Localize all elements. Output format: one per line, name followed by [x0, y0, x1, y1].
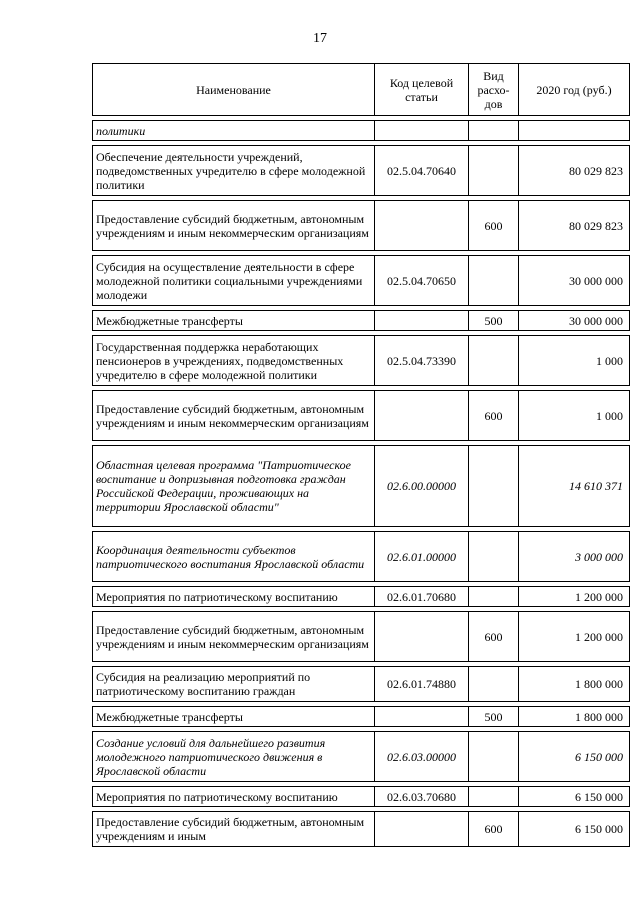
cell-name: Предоставление субсидий бюджетным, автономным учреждениям и иным некоммерческим организациям: [93, 612, 375, 662]
cell-type: 600: [469, 391, 519, 441]
cell-name: Межбюджетные трансферты: [93, 707, 375, 727]
cell-amount: 30 000 000: [519, 311, 630, 331]
cell-type: [469, 667, 519, 702]
cell-amount: 1 200 000: [519, 587, 630, 607]
cell-code: [375, 707, 469, 727]
cell-code: 02.6.03.70680: [375, 787, 469, 807]
table-row: [93, 391, 630, 441]
table-row: [93, 667, 630, 702]
cell-type: 600: [469, 812, 519, 847]
table-row: [93, 336, 630, 386]
table-row: [93, 121, 630, 141]
cell-name: Предоставление субсидий бюджетным, автономным учреждениям и иным некоммерческим организациям: [93, 391, 375, 441]
cell-type: 600: [469, 201, 519, 251]
table-row: [93, 587, 630, 607]
cell-type: 500: [469, 311, 519, 331]
table-row: [93, 311, 630, 331]
cell-type: [469, 146, 519, 196]
column-header-type: Вид расхо-дов: [469, 64, 519, 116]
cell-code: [375, 121, 469, 141]
cell-type: [469, 256, 519, 306]
cell-code: [375, 612, 469, 662]
budget-table: [92, 63, 630, 847]
cell-amount: 80 029 823: [519, 146, 630, 196]
cell-amount: 6 150 000: [519, 812, 630, 847]
table-row: [93, 707, 630, 727]
cell-amount: 1 000: [519, 336, 630, 386]
page-number: 17: [313, 31, 327, 46]
cell-name: Координация деятельности субъектов патриотического воспитания Ярославской области: [93, 532, 375, 582]
cell-name: Обеспечение деятельности учреждений, подведомственных учредителю в сфере молодежной политики: [93, 146, 375, 196]
table-header-row: [93, 64, 630, 116]
cell-name: Областная целевая программа "Патриотическое воспитание и допризывная подготовка граждан Российской Федерации, проживающих на территории Ярославской области": [93, 446, 375, 527]
cell-amount: 14 610 371: [519, 446, 630, 527]
cell-amount: 6 150 000: [519, 732, 630, 782]
cell-amount: 30 000 000: [519, 256, 630, 306]
cell-type: [469, 532, 519, 582]
cell-amount: 80 029 823: [519, 201, 630, 251]
cell-type: [469, 787, 519, 807]
table-row: [93, 446, 630, 527]
cell-name: Межбюджетные трансферты: [93, 311, 375, 331]
cell-type: [469, 121, 519, 141]
table-row: [93, 612, 630, 662]
table-row: [93, 812, 630, 847]
cell-name: Мероприятия по патриотическому воспитанию: [93, 787, 375, 807]
cell-name: Мероприятия по патриотическому воспитанию: [93, 587, 375, 607]
table-row: [93, 146, 630, 196]
cell-code: 02.6.00.00000: [375, 446, 469, 527]
table-row: [93, 732, 630, 782]
cell-amount: [519, 121, 630, 141]
table-row: [93, 256, 630, 306]
cell-amount: 1 800 000: [519, 707, 630, 727]
cell-code: [375, 391, 469, 441]
cell-code: 02.6.01.00000: [375, 532, 469, 582]
cell-type: 500: [469, 707, 519, 727]
cell-name: Предоставление субсидий бюджетным, автономным учреждениям и иным: [93, 812, 375, 847]
cell-code: 02.5.04.70640: [375, 146, 469, 196]
cell-amount: 1 000: [519, 391, 630, 441]
cell-name: политики: [93, 121, 375, 141]
cell-amount: 1 800 000: [519, 667, 630, 702]
cell-type: [469, 587, 519, 607]
cell-amount: 1 200 000: [519, 612, 630, 662]
cell-code: [375, 311, 469, 331]
cell-name: Субсидия на осуществление деятельности в сфере молодежной политики социальными учреждениями молодежи: [93, 256, 375, 306]
cell-name: Предоставление субсидий бюджетным, автономным учреждениям и иным некоммерческим организациям: [93, 201, 375, 251]
cell-code: 02.6.01.70680: [375, 587, 469, 607]
cell-amount: 3 000 000: [519, 532, 630, 582]
table-row: [93, 787, 630, 807]
cell-code: 02.5.04.70650: [375, 256, 469, 306]
cell-type: 600: [469, 612, 519, 662]
cell-code: [375, 201, 469, 251]
cell-type: [469, 446, 519, 527]
cell-code: 02.5.04.73390: [375, 336, 469, 386]
cell-type: [469, 336, 519, 386]
cell-amount: 6 150 000: [519, 787, 630, 807]
column-header-code: Код целевой статьи: [375, 64, 469, 116]
cell-name: Субсидия на реализацию мероприятий по патриотическому воспитанию граждан: [93, 667, 375, 702]
cell-name: Государственная поддержка неработающих пенсионеров в учреждениях, подведомственных учредителю в сфере молодежной политики: [93, 336, 375, 386]
cell-code: 02.6.03.00000: [375, 732, 469, 782]
cell-code: [375, 812, 469, 847]
cell-name: Создание условий для дальнейшего развития молодежного патриотического движения в Ярославской области: [93, 732, 375, 782]
cell-type: [469, 732, 519, 782]
table-body: [93, 116, 630, 847]
column-header-name: Наименование: [93, 64, 375, 116]
table-row: [93, 201, 630, 251]
cell-code: 02.6.01.74880: [375, 667, 469, 702]
table-row: [93, 532, 630, 582]
column-header-amount: 2020 год (руб.): [519, 64, 630, 116]
